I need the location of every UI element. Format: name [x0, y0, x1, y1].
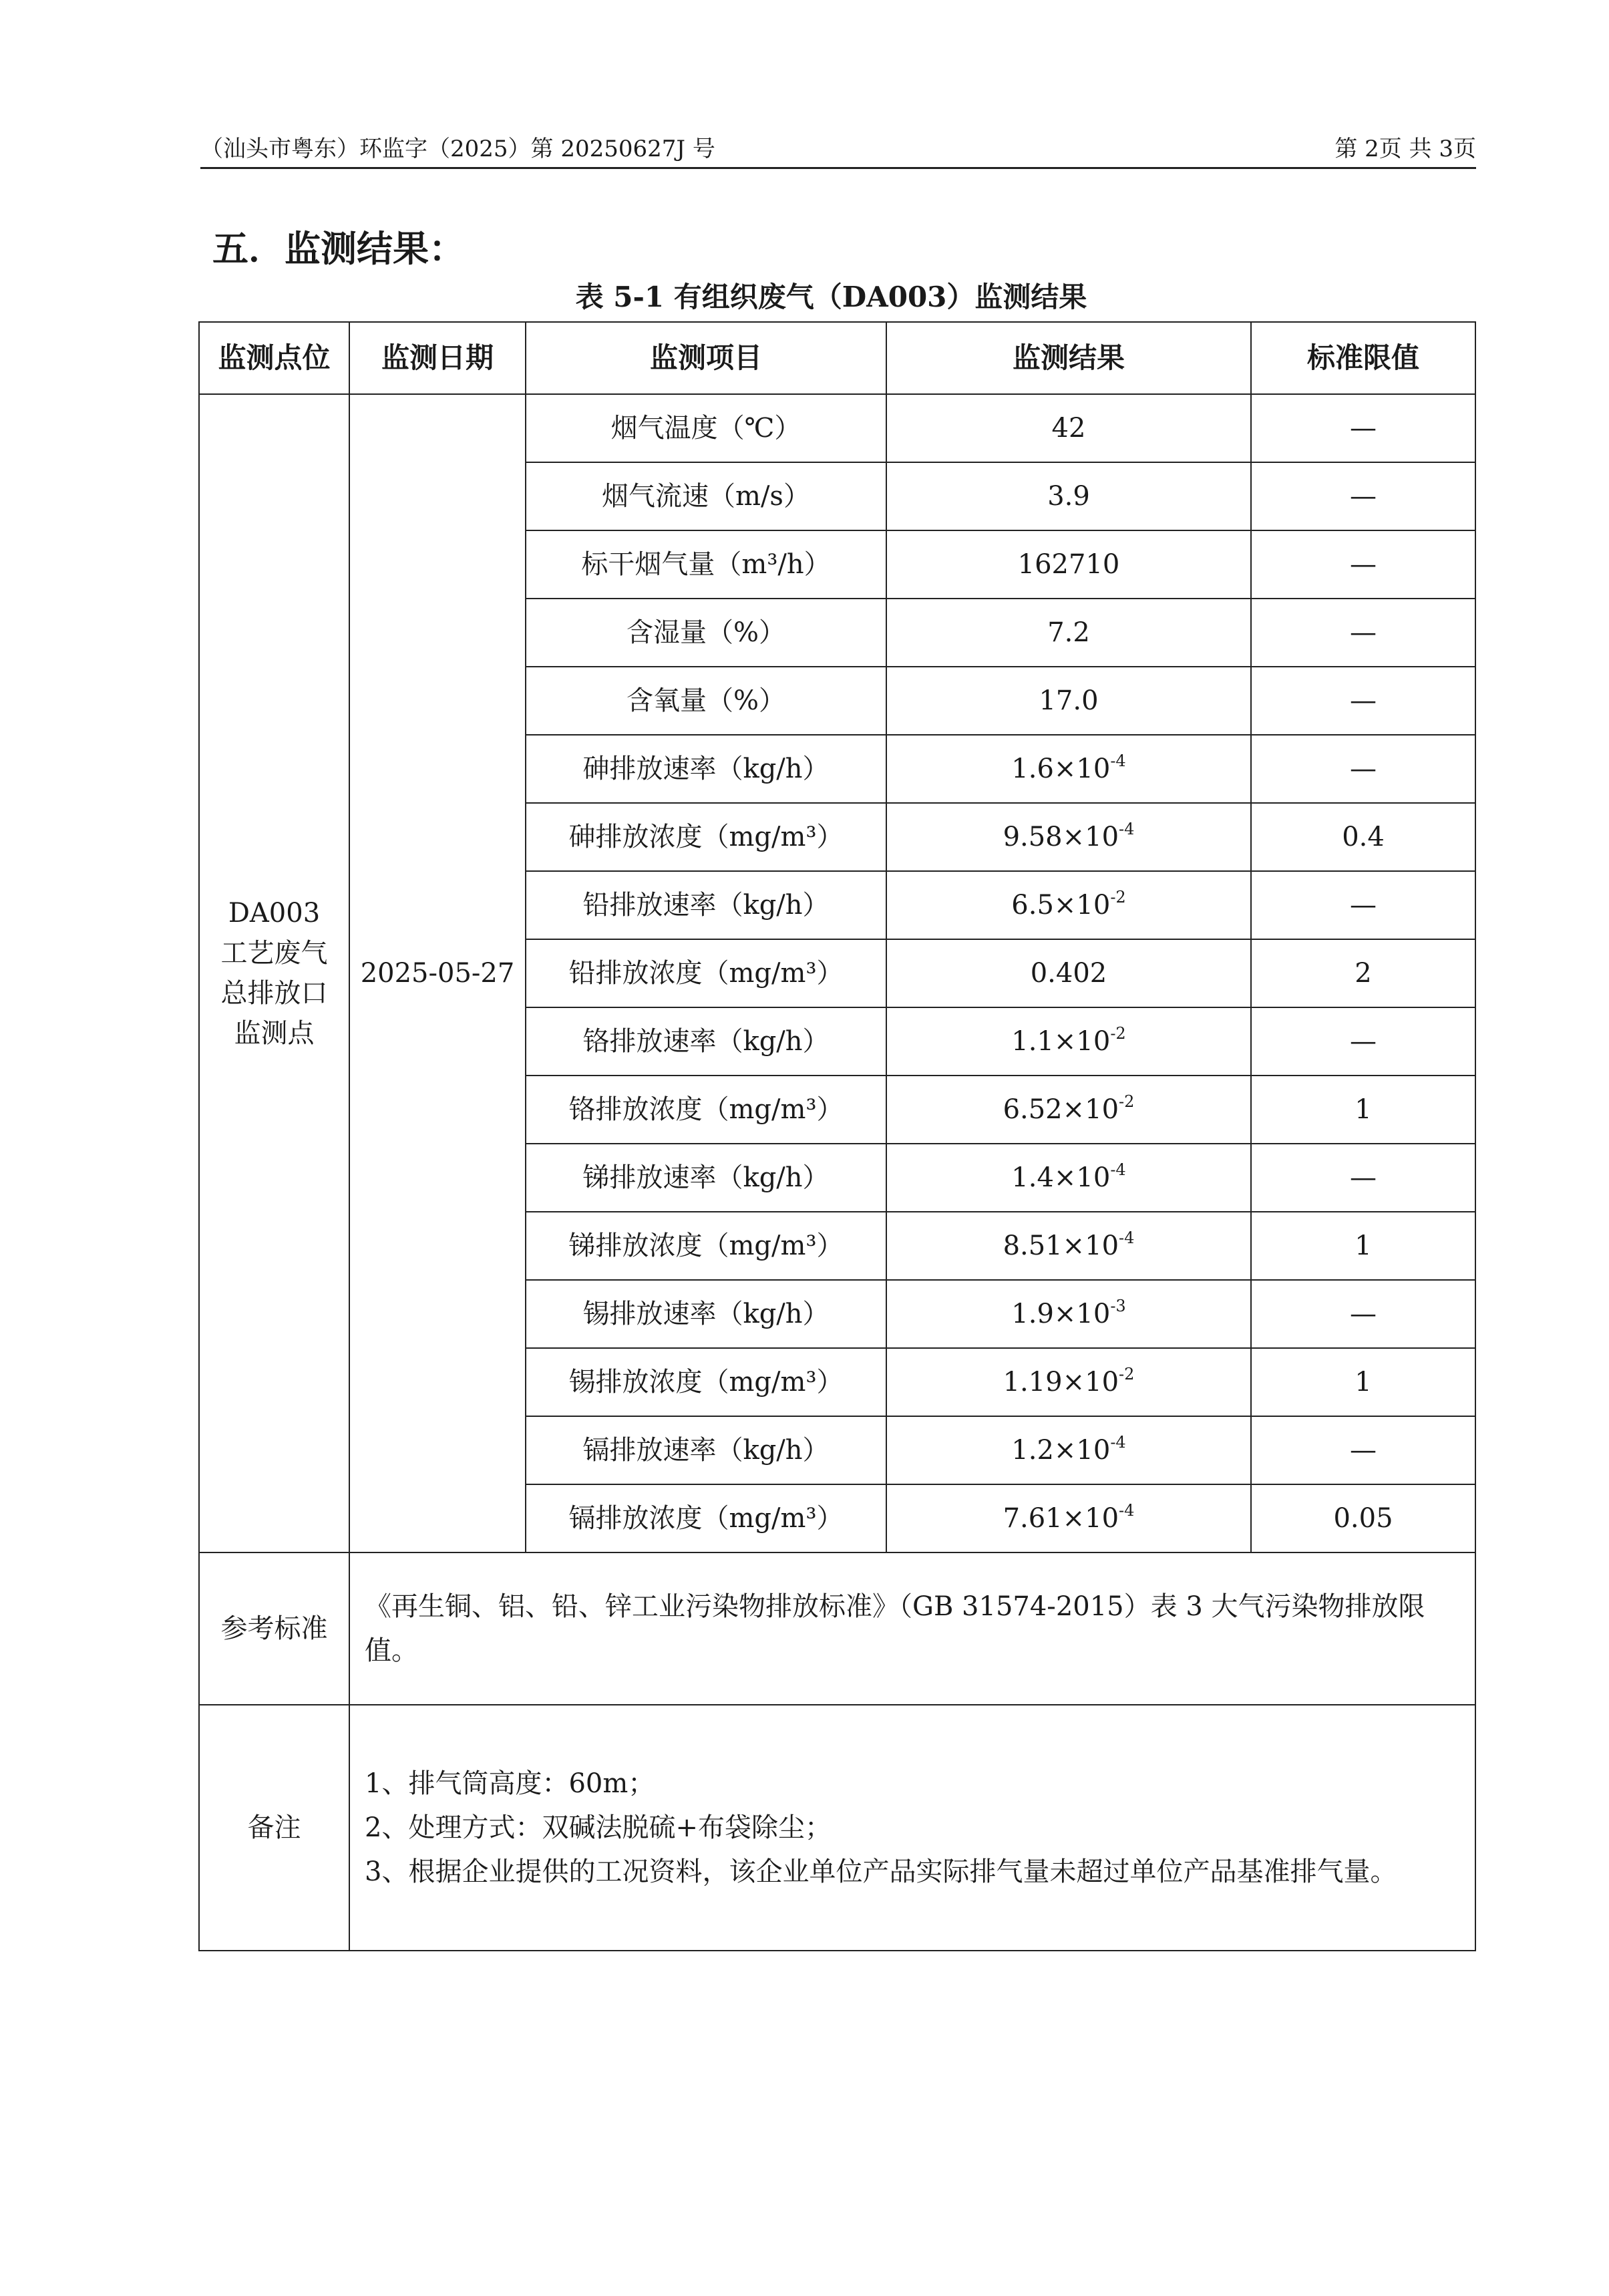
result-value: 17.0: [1039, 685, 1099, 716]
note-text: [349, 1705, 1475, 1951]
result-value: 1.2×10: [1011, 1435, 1111, 1466]
page-header: [200, 134, 1476, 169]
standard-limit-cell: 1: [1251, 1076, 1475, 1144]
standard-limit-cell: —: [1251, 394, 1475, 462]
monitoring-point-line: 总排放口: [220, 978, 328, 1009]
monitoring-item-cell: 含湿量（%）: [526, 599, 886, 667]
result-exponent: -4: [1119, 820, 1135, 839]
monitoring-result-cell: [886, 871, 1251, 939]
table-header-row: [199, 322, 1475, 394]
standard-limit-cell: —: [1251, 667, 1475, 735]
result-value: 6.52×10: [1003, 1094, 1119, 1125]
monitoring-item-cell: 砷排放浓度（mg/m³）: [526, 803, 886, 871]
standard-limit-cell: —: [1251, 1144, 1475, 1212]
result-value: 1.4×10: [1011, 1162, 1111, 1193]
monitoring-result-cell: [886, 1007, 1251, 1076]
reference-text: 《再生铜、铝、铅、锌工业污染物排放标准》（GB 31574-2015）表 3 大气污染物排放限值。: [349, 1552, 1475, 1705]
result-exponent: -2: [1119, 1092, 1135, 1112]
result-value: 1.6×10: [1011, 754, 1111, 784]
monitoring-item-cell: 锡排放速率（kg/h）: [526, 1280, 886, 1348]
monitoring-point-line: 工艺废气: [220, 938, 328, 969]
result-value: 9.58×10: [1003, 822, 1119, 852]
monitoring-item-cell: 铬排放速率（kg/h）: [526, 1007, 886, 1076]
monitoring-result-cell: [886, 394, 1251, 462]
monitoring-result-cell: [886, 1484, 1251, 1552]
monitoring-point-line: 监测点: [234, 1018, 315, 1049]
standard-limit-cell: —: [1251, 1007, 1475, 1076]
monitoring-result-cell: [886, 1416, 1251, 1484]
monitoring-result-cell: [886, 939, 1251, 1007]
monitoring-item-cell: 烟气温度（℃）: [526, 394, 886, 462]
header-item: 监测项目: [526, 322, 886, 394]
monitoring-item-cell: 锑排放速率（kg/h）: [526, 1144, 886, 1212]
standard-limit-cell: 1: [1251, 1348, 1475, 1416]
standard-limit-cell: 0.4: [1251, 803, 1475, 871]
result-exponent: -2: [1110, 1024, 1126, 1043]
result-exponent: -2: [1119, 1365, 1135, 1384]
note-line: 3、根据企业提供的工况资料，该企业单位产品实际排气量未超过单位产品基准排气量。: [365, 1856, 1397, 1887]
monitoring-item-cell: 标干烟气量（m³/h）: [526, 530, 886, 599]
monitoring-result-cell: [886, 599, 1251, 667]
result-value: 8.51×10: [1003, 1231, 1119, 1261]
note-line: 2、处理方式：双碱法脱硫+布袋除尘；: [365, 1812, 832, 1843]
document-number: （汕头市粤东）环监字（2025）第 20250627J 号: [200, 136, 715, 162]
monitoring-result-cell: [886, 1348, 1251, 1416]
monitoring-result-cell: [886, 667, 1251, 735]
header-limit: 标准限值: [1251, 322, 1475, 394]
monitoring-result-cell: [886, 1144, 1251, 1212]
result-value: 0.402: [1030, 958, 1107, 989]
monitoring-date-cell: 2025-05-27: [349, 394, 526, 1552]
monitoring-results-table: [198, 321, 1476, 1951]
reference-label: 参考标准: [199, 1552, 349, 1705]
monitoring-result-cell: [886, 462, 1251, 530]
page-info: 第 2页 共 3页: [1334, 136, 1476, 162]
result-exponent: -3: [1110, 1297, 1126, 1316]
table-row: [199, 394, 1475, 462]
monitoring-result-cell: [886, 735, 1251, 803]
monitoring-item-cell: 含氧量（%）: [526, 667, 886, 735]
result-exponent: -4: [1119, 1501, 1135, 1520]
monitoring-item-cell: 铅排放速率（kg/h）: [526, 871, 886, 939]
result-exponent: -4: [1110, 1433, 1126, 1452]
result-exponent: -4: [1110, 1160, 1126, 1180]
standard-limit-cell: 1: [1251, 1212, 1475, 1280]
result-value: 6.5×10: [1011, 890, 1111, 921]
monitoring-item-cell: 镉排放速率（kg/h）: [526, 1416, 886, 1484]
monitoring-item-cell: 铬排放浓度（mg/m³）: [526, 1076, 886, 1144]
table-body: [199, 394, 1475, 1951]
header-point: 监测点位: [199, 322, 349, 394]
monitoring-result-cell: [886, 1076, 1251, 1144]
reference-row: [199, 1552, 1475, 1705]
header-date: 监测日期: [349, 322, 526, 394]
monitoring-result-cell: [886, 1280, 1251, 1348]
result-exponent: -2: [1110, 888, 1126, 907]
monitoring-result-cell: [886, 530, 1251, 599]
note-row: [199, 1705, 1475, 1951]
standard-limit-cell: —: [1251, 1416, 1475, 1484]
result-value: 3.9: [1047, 481, 1090, 512]
monitoring-item-cell: 锡排放浓度（mg/m³）: [526, 1348, 886, 1416]
monitoring-item-cell: 镉排放浓度（mg/m³）: [526, 1484, 886, 1552]
result-value: 1.1×10: [1011, 1026, 1111, 1057]
note-label: 备注: [199, 1705, 349, 1951]
result-value: 1.19×10: [1003, 1367, 1119, 1398]
standard-limit-cell: —: [1251, 599, 1475, 667]
result-value: 42: [1051, 413, 1086, 444]
header-result: 监测结果: [886, 322, 1251, 394]
result-value: 7.61×10: [1003, 1503, 1119, 1534]
monitoring-item-cell: 砷排放速率（kg/h）: [526, 735, 886, 803]
table-caption: 表 5-1 有组织废气（DA003）监测结果: [575, 281, 1087, 313]
result-exponent: -4: [1110, 752, 1126, 771]
monitoring-point-line: DA003: [228, 898, 321, 929]
result-value: 7.2: [1047, 617, 1090, 648]
note-line: 1、排气筒高度：60m；: [365, 1768, 655, 1799]
monitoring-point-cell: [199, 394, 349, 1552]
standard-limit-cell: —: [1251, 1280, 1475, 1348]
monitoring-item-cell: 铅排放浓度（mg/m³）: [526, 939, 886, 1007]
standard-limit-cell: 2: [1251, 939, 1475, 1007]
result-exponent: -4: [1119, 1228, 1135, 1248]
monitoring-item-cell: 锑排放浓度（mg/m³）: [526, 1212, 886, 1280]
monitoring-item-cell: 烟气流速（m/s）: [526, 462, 886, 530]
result-value: 1.9×10: [1011, 1299, 1111, 1329]
result-value: 162710: [1017, 549, 1120, 580]
standard-limit-cell: 0.05: [1251, 1484, 1475, 1552]
standard-limit-cell: —: [1251, 871, 1475, 939]
standard-limit-cell: —: [1251, 462, 1475, 530]
section-title: 五．监测结果：: [212, 227, 465, 270]
standard-limit-cell: —: [1251, 530, 1475, 599]
standard-limit-cell: —: [1251, 735, 1475, 803]
monitoring-result-cell: [886, 803, 1251, 871]
monitoring-result-cell: [886, 1212, 1251, 1280]
